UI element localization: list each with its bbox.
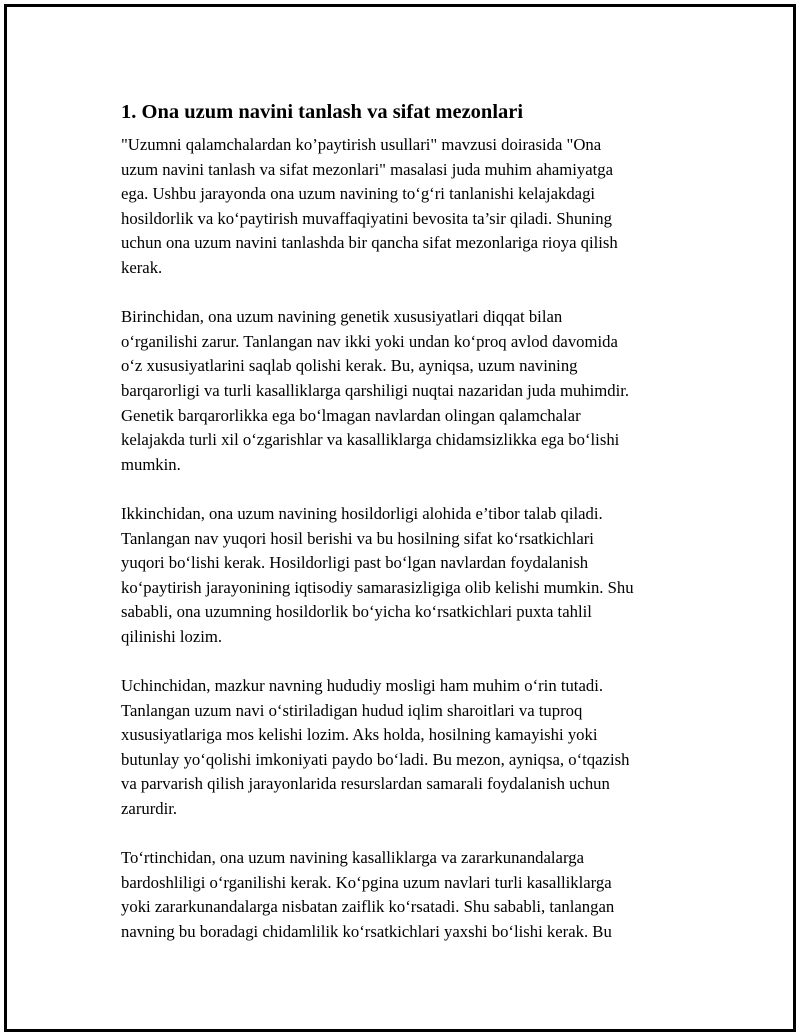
text-line: uzum navini tanlash va sifat mezonlari" masalasi juda muhim ahamiyatga — [121, 159, 613, 179]
text-line: qilinishi lozim. — [121, 626, 223, 646]
text-line: Tanlangan uzum navi o‘stiriladigan hudud iqlim sharoitlari va tuproq — [121, 700, 583, 720]
text-line: "Uzumni qalamchalardan ko’paytirish usullari" mavzusi doirasida "Ona — [121, 135, 602, 154]
text-line: bardoshliligi o‘rganilishi kerak. Ko‘pgina uzum navlari turli kasalliklarga — [121, 872, 612, 892]
text-line: ega. Ushbu jarayonda ona uzum navining to‘g‘ri tanlanishi kelajakdagi — [121, 184, 596, 204]
page-frame — [4, 4, 796, 1032]
text-line: Genetik barqarorlikka ega bo‘lmagan navlardan olingan qalamchalar — [121, 405, 581, 425]
paragraph-fourth — [121, 846, 693, 944]
paragraph-second — [121, 502, 693, 650]
text-line: ko‘paytirish jarayonining iqtisodiy samarasizligiga olib kelishi mumkin. Shu — [121, 577, 634, 597]
paragraph-first — [121, 305, 693, 477]
text-line: xususiyatlariga mos kelishi lozim. Aks holda, hosilning kamayishi yoki — [121, 725, 598, 745]
text-line: hosildorlik va ko‘paytirish muvaffaqiyatini bevosita ta’sir qiladi. Shuning — [121, 208, 612, 228]
paragraph-intro — [121, 133, 693, 281]
text-line: kelajakda turli xil o‘zgarishlar va kasalliklarga chidamsizlikka ega bo‘lishi — [121, 430, 620, 450]
text-line: va parvarish qilish jarayonlarida resurslardan samarali foydalanish uchun — [121, 774, 610, 794]
text-line: mumkin. — [121, 454, 181, 474]
text-line: To‘rtinchidan, ona uzum navining kasalliklarga va zararkunandalarga — [121, 848, 584, 868]
text-line: barqarorligi va turli kasalliklarga qarshiligi nuqtai nazaridan juda muhimdir. — [121, 380, 630, 400]
text-line: o‘rganilishi zarur. Tanlangan nav ikki yoki undan ko‘proq avlod davomida — [121, 331, 618, 351]
text-line: navning bu boradagi chidamlilik ko‘rsatkichlari yaxshi bo‘lishi kerak. Bu — [121, 922, 612, 941]
text-line: sababli, ona uzumning hosildorlik bo‘yicha ko‘rsatkichlari puxta tahlil — [121, 602, 592, 622]
text-line: uchun ona uzum navini tanlashda bir qancha sifat mezonlariga rioya qilish — [121, 233, 618, 253]
text-line: Birinchidan, ona uzum navining genetik xususiyatlari diqqat bilan — [121, 307, 563, 327]
text-line: kerak. — [121, 257, 163, 277]
text-line: butunlay yo‘qolishi imkoniyati paydo bo‘ladi. Bu mezon, ayniqsa, o‘tqazish — [121, 749, 630, 769]
document-body — [121, 99, 693, 969]
section-heading: 1. Ona uzum navini tanlash va sifat mezonlari — [121, 101, 524, 123]
text-line: yoki zararkunandalarga nisbatan zaiflik ko‘rsatadi. Shu sababli, tanlangan — [121, 897, 615, 917]
text-line: Uchinchidan, mazkur navning hududiy mosligi ham muhim o‘rin tutadi. — [121, 676, 604, 696]
text-line: o‘z xususiyatlarini saqlab qolishi kerak. Bu, ayniqsa, uzum navining — [121, 356, 578, 376]
text-line: Tanlangan nav yuqori hosil berishi va bu hosilning sifat ko‘rsatkichlari — [121, 528, 594, 548]
text-line: zarurdir. — [121, 799, 178, 819]
text-line: Ikkinchidan, ona uzum navining hosildorligi alohida e’tibor talab qiladi. — [121, 503, 603, 523]
paragraph-third — [121, 674, 693, 822]
text-line: yuqori bo‘lishi kerak. Hosildorligi past bo‘lgan navlardan foydalanish — [121, 553, 589, 573]
